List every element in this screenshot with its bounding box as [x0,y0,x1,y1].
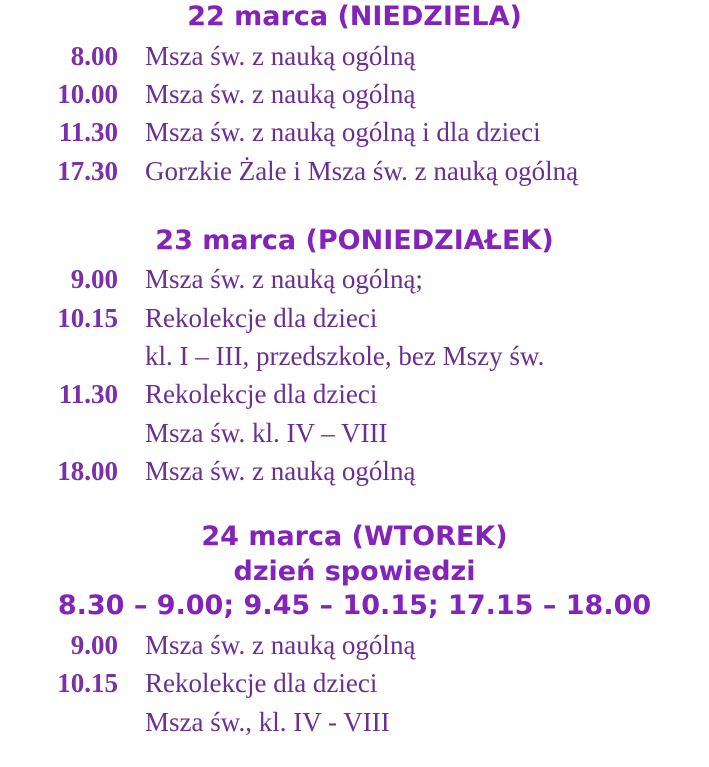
schedule-row-continuation [0,414,709,452]
entry-time: 8.00 [70,40,118,71]
schedule-row [0,375,709,413]
confession-times: 8.30 – 9.00; 9.45 – 10.15; 17.15 – 18.00 [57,590,652,622]
entry-time: 9.00 [70,630,118,661]
entry-description-line2: Msza św., kl. IV - VIII [145,706,390,737]
entry-description: Msza św. z nauką ogólną [145,630,416,661]
schedule-row [0,626,709,664]
entry-description: Rekolekcje dla dzieci [145,302,378,333]
entry-list [0,626,709,741]
entry-time: 10.15 [57,668,118,699]
schedule-row-continuation [0,703,709,741]
schedule-row [0,75,709,113]
entry-time: 11.30 [58,117,118,148]
day-block-3 [0,520,709,741]
schedule-row [0,113,709,151]
entry-description-line2: Msza św. kl. IV – VIII [145,417,388,448]
entry-description: Rekolekcje dla dzieci [145,379,378,410]
day-block-1 [0,0,709,190]
entry-time: 10.00 [57,78,118,109]
entry-description: Msza św. z nauką ogólną [145,456,416,487]
entry-description-line2: kl. I – III, przedszkole, bez Mszy św. [145,341,545,372]
entry-list [0,37,709,190]
entry-description: Msza św. z nauką ogólną [145,40,416,71]
entry-description: Rekolekcje dla dzieci [145,668,378,699]
schedule-row [0,37,709,75]
schedule-row [0,299,709,337]
entry-description: Msza św. z nauką ogólną [145,78,416,109]
entry-time: 17.30 [57,155,118,186]
schedule-row [0,152,709,190]
day-subheading: dzień spowiedzi [233,555,476,587]
schedule-row-continuation [0,337,709,375]
entry-list [0,260,709,490]
entry-time: 10.15 [57,302,118,333]
day-heading: 23 marca (PONIEDZIAŁEK) [155,224,554,256]
entry-time: 18.00 [57,456,118,487]
day-heading: 24 marca (WTOREK) [201,521,508,553]
entry-description: Gorzkie Żale i Msza św. z nauką ogólną [145,155,579,186]
entry-description: Msza św. z nauką ogólną i dla dzieci [145,117,541,148]
entry-time: 9.00 [70,264,118,295]
section-spacer [0,190,709,224]
entry-description: Msza św. z nauką ogólną; [145,264,423,295]
schedule-row [0,260,709,298]
day-block-2 [0,224,709,491]
schedule-row [0,664,709,702]
day-heading: 22 marca (NIEDZIELA) [187,1,522,32]
section-spacer [0,490,709,520]
schedule-row [0,452,709,490]
entry-time: 11.30 [58,379,118,410]
